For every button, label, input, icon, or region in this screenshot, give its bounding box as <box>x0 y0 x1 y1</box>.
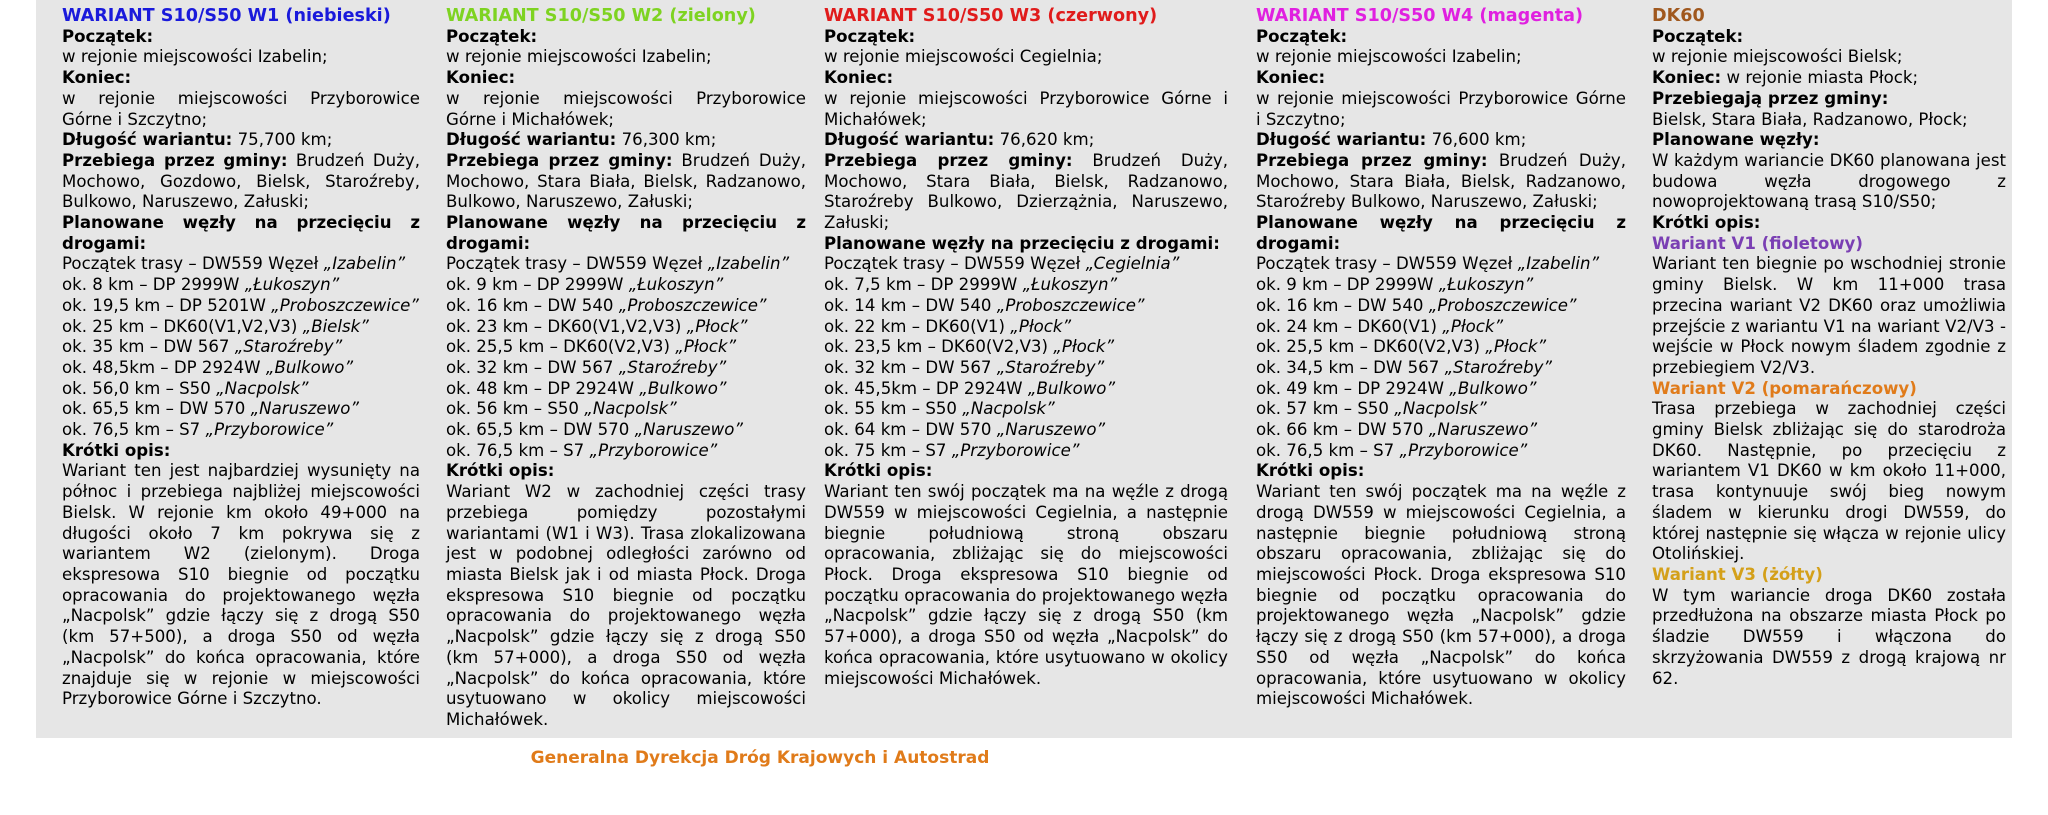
gminy-value: Brudzeń Duży, Mochowo, Stara Biała, Bielsk, Radzanowo, Bulkowo, Naruszewo, Załuski; <box>446 150 806 212</box>
node-item: ok. 7,5 km – DP 2999W „Łukoszyn” <box>824 275 1118 295</box>
variant-w1-column <box>62 6 420 710</box>
node-item: ok. 35 km – DW 567 „Staroźreby” <box>62 337 343 357</box>
node-item: ok. 23,5 km – DK60(V2,V3) „Płock” <box>824 337 1115 357</box>
desc-label: Krótki opis: <box>824 461 933 481</box>
gminy-line <box>446 151 806 213</box>
nodes-label: Planowane węzły na przecięciu z drogami: <box>1256 213 1626 253</box>
end-label: Koniec: <box>824 68 894 88</box>
node-item: Początek trasy – DW559 Węzeł „Izabelin” <box>62 254 406 274</box>
desc-text: Wariant ten jest najbardziej wysunięty na północ i przebiega najbliżej miejscowości Bielsk. W rejonie km około 49+000 na długości około 7 km pokrywa się z wariantem W2 (zielonym). Droga ekspresowa S10 biegnie od początku opracowania do projektowanego węzła „Nacpolsk” gdzie łączy się z drogą S50 (km 57+500), a droga S50 od węzła „Nacpolsk” do końca opracowania, które znajduje się w rejonie w miejscowości Przyborowice Górne i Szczytno. <box>62 461 420 709</box>
node-item: ok. 9 km – DP 2999W „Łukoszyn” <box>1256 275 1534 295</box>
variant-v3-text: W tym wariancie droga DK60 została przedłużona na obszarze miasta Płock po śladzie DW559 i włączona do skrzyżowania DW559 z drogą krajową nr 62. <box>1652 585 2006 688</box>
node-item: ok. 24 km – DK60(V1) „Płock” <box>1256 316 1504 336</box>
end-label: Koniec: <box>1652 68 1722 88</box>
variant-v2-title: Wariant V2 (pomarańczowy) <box>1652 378 1917 398</box>
gminy-line <box>62 151 420 213</box>
end-line <box>1652 68 2006 89</box>
start-value: w rejonie miejscowości Izabelin; <box>446 47 712 67</box>
variant-w2-title: WARIANT S10/S50 W2 (zielony) <box>446 6 756 26</box>
node-item: ok. 49 km – DP 2924W „Bulkowo” <box>1256 378 1537 398</box>
desc-label: Krótki opis: <box>446 461 555 481</box>
end-label: Koniec: <box>1256 68 1326 88</box>
variant-v3-title: Wariant V3 (żółty) <box>1652 564 1823 584</box>
node-item: ok. 22 km – DK60(V1) „Płock” <box>824 316 1072 336</box>
start-label: Początek: <box>446 26 538 46</box>
node-item: ok. 48,5km – DP 2924W „Bulkowo” <box>62 357 354 377</box>
start-label: Początek: <box>1256 26 1348 46</box>
desc-text: Wariant ten swój początek ma na węźle z drogą DW559 w miejscowości Cegielnia, a następnie biegnie południową stroną obszaru opracowania, zbliżając się do miejscowości Płock. Droga ekspresowa S10 biegnie od początku opracowania do projektowanego węzła „Nacpolsk” gdzie łączy się z drogą S50 (km 57+000), a droga S50 od węzła „Nacpolsk” do końca opracowania, które usytuowano w okolicy miejscowości Michałówek. <box>824 482 1228 688</box>
variant-w1-title: WARIANT S10/S50 W1 (niebieski) <box>62 6 391 26</box>
node-item: ok. 48 km – DP 2924W „Bulkowo” <box>446 378 727 398</box>
length-line <box>824 130 1228 151</box>
nodes-list <box>62 254 420 440</box>
node-item: ok. 25,5 km – DK60(V2,V3) „Płock” <box>1256 337 1547 357</box>
variant-w2-column <box>446 6 806 731</box>
end-value: w rejonie miejscowości Przyborowice Górne i Szczytno; <box>1256 88 1626 129</box>
node-item: Początek trasy – DW559 Węzeł „Izabelin” <box>1256 254 1600 274</box>
start-label: Początek: <box>1652 26 1744 46</box>
gminy-value: Brudzeń Duży, Mochowo, Stara Biała, Bielsk, Radzanowo, Staroźreby Bulkowo, Dzierzążnia, Naruszewo, Załuski; <box>824 150 1228 233</box>
node-item: ok. 14 km – DW 540 „Proboszczewice” <box>824 295 1145 315</box>
length-line <box>62 130 420 151</box>
gminy-value: Brudzeń Duży, Mochowo, Gozdowo, Bielsk, Staroźreby, Bulkowo, Naruszewo, Załuski; <box>62 150 420 212</box>
desc-text: Wariant W2 w zachodniej części trasy przebiega pomiędzy pozostałymi wariantami (W1 i W3). Trasa zlokalizowana jest w podobnej odległości zarówno od miasta Bielsk jak i od miasta Płock. Droga ekspresowa S10 biegnie od początku opracowania do projektowanego węzła „Nacpolsk” gdzie łączy się z drogą S50 (km 57+000), a droga S50 od węzła „Nacpolsk” do końca opracowania, które usytuowano w okolicy miejscowości Michałówek. <box>446 482 806 729</box>
node-item: ok. 76,5 km – S7 „Przyborowice” <box>62 420 334 440</box>
desc-label: Krótki opis: <box>1256 461 1365 481</box>
end-value: w rejonie miejscowości Przyborowice Górne i Michałówek; <box>824 88 1228 129</box>
start-value: w rejonie miejscowości Izabelin; <box>1256 47 1522 67</box>
desc-label: Krótki opis: <box>1652 213 1761 233</box>
node-item: ok. 45,5km – DP 2924W „Bulkowo” <box>824 378 1116 398</box>
end-value: w rejonie miasta Płock; <box>1721 68 1919 88</box>
nodes-value: W każdym wariancie DK60 planowana jest budowa węzła drogowego z nowoprojektowaną trasą S10/S50; <box>1652 150 2006 212</box>
end-label: Koniec: <box>446 68 516 88</box>
node-item: ok. 19,5 km – DP 5201W „Proboszczewice” <box>62 295 419 315</box>
end-value: w rejonie miejscowości Przyborowice Górne i Szczytno; <box>62 88 420 129</box>
variant-w4-title: WARIANT S10/S50 W4 (magenta) <box>1256 6 1584 26</box>
node-item: ok. 9 km – DP 2999W „Łukoszyn” <box>446 275 724 295</box>
length-label: Długość wariantu: <box>446 130 617 150</box>
variant-w4-column <box>1256 6 1626 710</box>
nodes-label: Planowane węzły na przecięciu z drogami: <box>62 213 420 253</box>
node-item: ok. 16 km – DW 540 „Proboszczewice” <box>446 295 767 315</box>
gminy-line <box>824 151 1228 234</box>
start-label: Początek: <box>824 26 916 46</box>
variant-w3-column <box>824 6 1228 689</box>
nodes-label: Planowane węzły na przecięciu z drogami: <box>824 233 1220 253</box>
desc-label: Krótki opis: <box>62 440 171 460</box>
node-item: ok. 8 km – DP 2999W „Łukoszyn” <box>62 275 340 295</box>
node-item: ok. 56 km – S50 „Nacpolsk” <box>446 399 677 419</box>
length-label: Długość wariantu: <box>1256 130 1427 150</box>
dk60-column <box>1652 6 2006 689</box>
length-line <box>446 130 806 151</box>
node-item: ok. 32 km – DW 567 „Staroźreby” <box>824 357 1105 377</box>
node-item: ok. 76,5 km – S7 „Przyborowice” <box>446 440 718 460</box>
start-label: Początek: <box>62 26 154 46</box>
length-value: 76,300 km; <box>616 130 717 150</box>
gminy-label: Przebiega przez gminy: <box>1256 150 1488 170</box>
start-value: w rejonie miejscowości Izabelin; <box>62 47 328 67</box>
length-label: Długość wariantu: <box>824 130 995 150</box>
gminy-value: Brudzeń Duży, Mochowo, Stara Biała, Bielsk, Radzanowo, Staroźreby Bulkowo, Naruszewo, Załuski; <box>1256 150 1626 212</box>
gminy-label: Przebiega przez gminy: <box>446 150 673 170</box>
gminy-label: Przebiegają przez gminy: <box>1652 88 1889 108</box>
node-item: ok. 65,5 km – DW 570 „Naruszewo” <box>446 420 743 440</box>
node-item: ok. 25,5 km – DK60(V2,V3) „Płock” <box>446 337 737 357</box>
start-value: w rejonie miejscowości Bielsk; <box>1652 47 1903 67</box>
node-item: ok. 76,5 km – S7 „Przyborowice” <box>1256 440 1528 460</box>
length-value: 75,700 km; <box>232 130 333 150</box>
footer-organization: Generalna Dyrekcja Dróg Krajowych i Autostrad <box>530 748 990 768</box>
nodes-list <box>824 254 1228 461</box>
node-item: Początek trasy – DW559 Węzeł „Cegielnia” <box>824 254 1180 274</box>
node-item: ok. 23 km – DK60(V1,V2,V3) „Płock” <box>446 316 748 336</box>
length-line <box>1256 130 1626 151</box>
node-item: ok. 57 km – S50 „Nacpolsk” <box>1256 399 1487 419</box>
node-item: ok. 32 km – DW 567 „Staroźreby” <box>446 357 727 377</box>
length-label: Długość wariantu: <box>62 130 233 150</box>
node-item: ok. 64 km – DW 570 „Naruszewo” <box>824 420 1106 440</box>
nodes-list <box>446 254 806 461</box>
node-item: ok. 16 km – DW 540 „Proboszczewice” <box>1256 295 1577 315</box>
end-label: Koniec: <box>62 68 132 88</box>
variant-v1-text: Wariant ten biegnie po wschodniej stronie gminy Bielsk. W km 11+000 trasa przecina wariant V2 DK60 oraz umożliwia przejście z wariantu V1 na wariant V2/V3 - wejście w Płock nowym śladem zgodnie z przebiegiem V2/V3. <box>1652 254 2006 377</box>
node-item: ok. 25 km – DK60(V1,V2,V3) „Bielsk” <box>62 316 369 336</box>
variant-v2-text: Trasa przebiega w zachodniej części gminy Bielsk zbliżając się do starodroża DK60. Następnie, po przecięciu z wariantem V1 DK60 w km około 11+000, trasa kontynuuje swój bieg nowym śladem w kierunku drogi DW559, do której następnie się włącza w rejonie ulicy Otolińskiej. <box>1652 399 2006 564</box>
gminy-value: Bielsk, Stara Biała, Radzanowo, Płock; <box>1652 109 1968 129</box>
gminy-label: Przebiega przez gminy: <box>62 150 288 170</box>
node-item: ok. 56,0 km – S50 „Nacpolsk” <box>62 378 309 398</box>
end-value: w rejonie miejscowości Przyborowice Górne i Michałówek; <box>446 88 806 129</box>
length-value: 76,620 km; <box>994 130 1095 150</box>
variant-w3-title: WARIANT S10/S50 W3 (czerwony) <box>824 6 1158 26</box>
node-item: Początek trasy – DW559 Węzeł „Izabelin” <box>446 254 790 274</box>
node-item: ok. 55 km – S50 „Nacpolsk” <box>824 399 1055 419</box>
nodes-label: Planowane węzły: <box>1652 130 1820 150</box>
gminy-line <box>1256 151 1626 213</box>
node-item: ok. 75 km – S7 „Przyborowice” <box>824 440 1080 460</box>
node-item: ok. 66 km – DW 570 „Naruszewo” <box>1256 420 1538 440</box>
variant-v1-title: Wariant V1 (fioletowy) <box>1652 233 1863 253</box>
nodes-list <box>1256 254 1626 461</box>
node-item: ok. 65,5 km – DW 570 „Naruszewo” <box>62 399 359 419</box>
node-item: ok. 34,5 km – DW 567 „Staroźreby” <box>1256 357 1553 377</box>
dk60-title: DK60 <box>1652 6 1705 26</box>
nodes-label: Planowane węzły na przecięciu z drogami: <box>446 213 806 253</box>
gminy-label: Przebiega przez gminy: <box>824 150 1073 170</box>
length-value: 76,600 km; <box>1426 130 1527 150</box>
start-value: w rejonie miejscowości Cegielnia; <box>824 47 1103 67</box>
desc-text: Wariant ten swój początek ma na węźle z drogą DW559 w miejscowości Cegielnia, a następnie biegnie południową stroną obszaru opracowania, zbliżając się do miejscowości Płock. Droga ekspresowa S10 biegnie od początku opracowania do projektowanego węzła „Nacpolsk” gdzie łączy się z drogą S50 (km 57+000), a droga S50 od węzła „Nacpolsk” do końca opracowania, które usytuowano w okolicy miejscowości Michałówek. <box>1256 482 1626 709</box>
